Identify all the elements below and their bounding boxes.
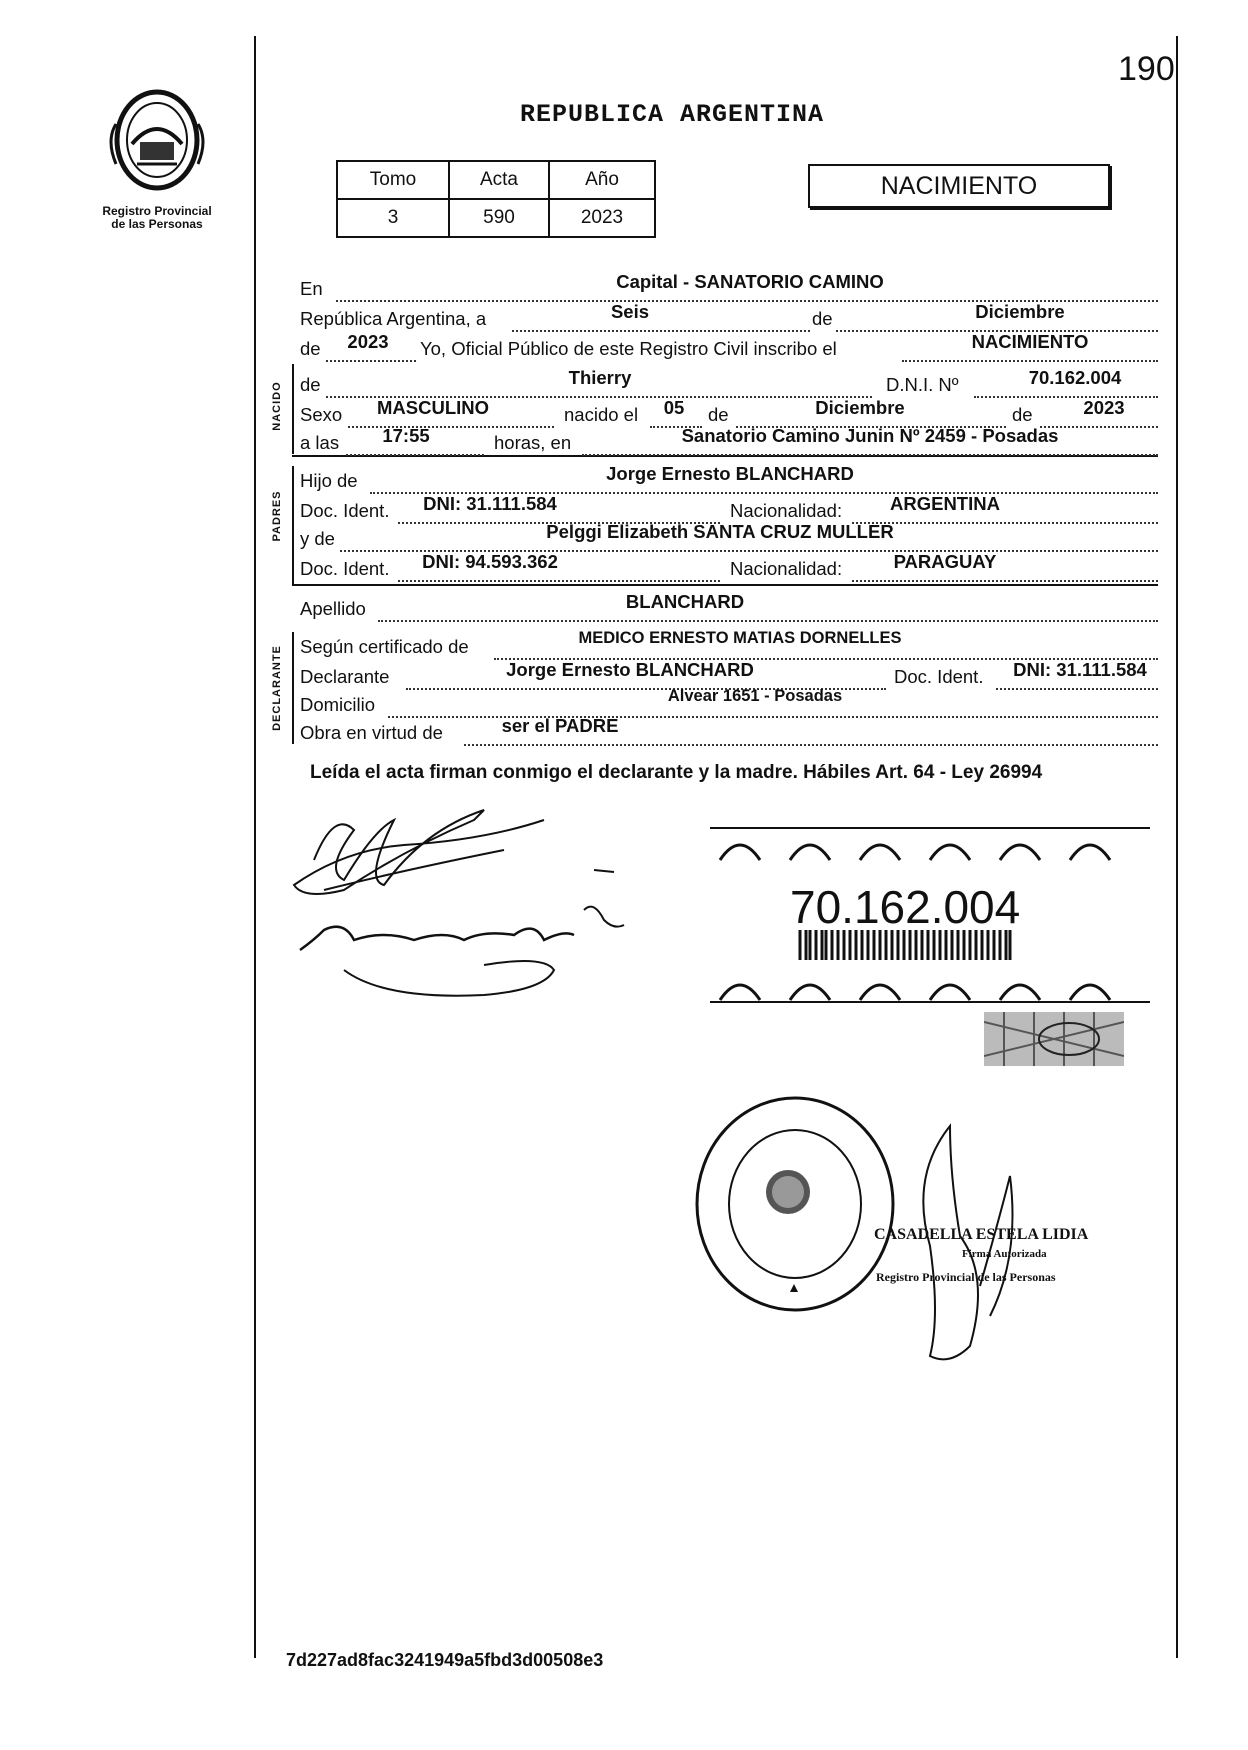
acta-type-box: NACIMIENTO (808, 164, 1110, 208)
value-mes: Diciembre (975, 301, 1065, 322)
label-apellido: Apellido (300, 598, 366, 619)
row-republica (300, 301, 1158, 332)
section-label-padres: PADRES (271, 490, 283, 542)
registry-logo (92, 84, 222, 231)
label-y-de: y de (300, 528, 335, 549)
official-stamp (690, 1094, 900, 1314)
registry-table-value-row (337, 199, 655, 237)
label-de-nombre: de (300, 374, 321, 395)
padres-divider (292, 584, 1158, 586)
value-nombre: Thierry (568, 367, 632, 388)
page-number: 190 (1118, 50, 1175, 88)
logo-caption-line1: Registro Provincial (102, 204, 212, 218)
label-nacionalidad-madre: Nacionalidad: (730, 558, 843, 579)
value-obra: ser el PADRE (501, 715, 619, 736)
registry-table-header-row (337, 161, 655, 199)
dotted-line (852, 580, 1158, 582)
value-padre: Jorge Ernesto BLANCHARD (606, 463, 854, 484)
hologram-patch (984, 1012, 1124, 1066)
row-padre (300, 463, 1158, 494)
registry-table (336, 160, 656, 238)
document-title: REPUBLICA ARGENTINA (520, 100, 825, 129)
label-dni: D.N.I. Nº (886, 374, 959, 395)
value-sexo: MASCULINO (376, 397, 490, 418)
label-de-mes: de (708, 404, 729, 425)
header-acta: Acta (449, 161, 549, 199)
value-dni: 70.162.004 (1028, 367, 1122, 388)
signatory-name: CASADELLA ESTELA LIDIA (874, 1226, 1089, 1243)
label-domicilio: Domicilio (300, 694, 376, 715)
row-en (300, 271, 1158, 302)
header-tomo: Tomo (337, 161, 449, 199)
label-oficial: Yo, Oficial Público de este Registro Civil inscribo el (420, 338, 837, 359)
value-nac-mes: Diciembre (815, 397, 905, 418)
dotted-line (346, 454, 484, 456)
label-republica: República Argentina, a (300, 308, 487, 329)
logo-caption-line2: de las Personas (111, 217, 203, 231)
declarante-signature (284, 790, 684, 1030)
row-oficial (300, 331, 1158, 362)
row-madre-doc (300, 551, 1158, 582)
label-horas-en: horas, en (494, 432, 572, 453)
value-hora: 17:55 (382, 425, 430, 446)
row-domicilio (300, 687, 1158, 718)
dotted-line (582, 454, 1158, 456)
dotted-line (464, 744, 1158, 746)
dotted-line (902, 360, 1158, 362)
row-obra (300, 715, 1158, 746)
value-nac-anio: 2023 (1083, 397, 1125, 418)
value-nac-dia: 05 (663, 397, 685, 418)
label-doc-ident-madre: Doc. Ident. (300, 558, 390, 579)
row-certificado (300, 629, 1158, 660)
label-obra: Obra en virtud de (300, 722, 443, 743)
value-apellido: BLANCHARD (625, 591, 745, 612)
nacido-bar (292, 364, 294, 454)
value-certificado: MEDICO ERNESTO MATIAS DORNELLES (578, 629, 902, 647)
right-margin-line (1176, 36, 1178, 1658)
value-anio: 2023 (549, 199, 655, 237)
value-madre-nac: PARAGUAY (893, 551, 997, 572)
authorized-signature (890, 1116, 1040, 1376)
value-madre-doc: DNI: 94.593.362 (422, 551, 558, 572)
security-dni-number: 70.162.004 (790, 881, 1021, 933)
document-hash: 7d227ad8fac3241949a5fbd3d00508e3 (286, 1650, 604, 1670)
province-seal-icon (102, 84, 212, 196)
value-anio-registro: 2023 (347, 331, 389, 352)
label-en: En (300, 278, 323, 299)
row-nombre (300, 367, 1158, 398)
row-madre (300, 521, 1158, 552)
header-anio: Año (549, 161, 655, 199)
section-label-declarante: DECLARANTE (271, 645, 283, 731)
value-acta: 590 (449, 199, 549, 237)
value-lugar-registro: Capital - SANATORIO CAMINO (616, 271, 884, 292)
left-margin-line (254, 36, 256, 1658)
label-doc-ident: Doc. Ident. (300, 500, 390, 521)
value-inscribo: NACIMIENTO (971, 331, 1089, 352)
label-de-anio: de (300, 338, 321, 359)
declarante-bar (292, 632, 294, 744)
label-doc-ident-declarante: Doc. Ident. (894, 666, 984, 687)
label-declarante: Declarante (300, 666, 390, 687)
value-declarante-doc: DNI: 31.111.584 (1013, 659, 1147, 680)
value-padre-doc: DNI: 31.111.584 (423, 493, 557, 514)
closing-statement: Leída el acta firman conmigo el declarante y la madre. Hábiles Art. 64 - Ley 26994 (310, 762, 1043, 783)
label-a-las: a las (300, 432, 340, 453)
label-nacionalidad: Nacionalidad: (730, 500, 843, 521)
value-domicilio: Alvear 1651 - Posadas (667, 687, 843, 705)
value-declarante: Jorge Ernesto BLANCHARD (506, 659, 754, 680)
dotted-line (378, 620, 1158, 622)
signatory-organization: Registro Provincial de las Personas (876, 1270, 1056, 1284)
value-madre: Pelggi Elizabeth SANTA CRUZ MULLER (546, 521, 894, 542)
row-apellido (300, 591, 1158, 622)
value-dia: Seis (610, 301, 650, 322)
dotted-line (326, 360, 416, 362)
label-de: de (812, 308, 833, 329)
padres-bar (292, 466, 294, 584)
section-label-nacido: NACIDO (271, 381, 283, 431)
value-tomo: 3 (337, 199, 449, 237)
dotted-line (996, 688, 1158, 690)
value-lugar-nacimiento: Sanatorio Camino Junin Nº 2459 - Posadas (681, 425, 1059, 446)
label-hijo-de: Hijo de (300, 470, 358, 491)
label-certificado: Según certificado de (300, 636, 469, 657)
dotted-line (398, 580, 720, 582)
label-sexo: Sexo (300, 404, 343, 425)
label-de-anio-nac: de (1012, 404, 1033, 425)
value-padre-nac: ARGENTINA (890, 493, 1000, 514)
signatory-role: Firma Autorizada (962, 1248, 1047, 1260)
label-nacido-el: nacido el (564, 404, 639, 425)
dotted-line (512, 330, 810, 332)
row-hora (300, 425, 1158, 456)
